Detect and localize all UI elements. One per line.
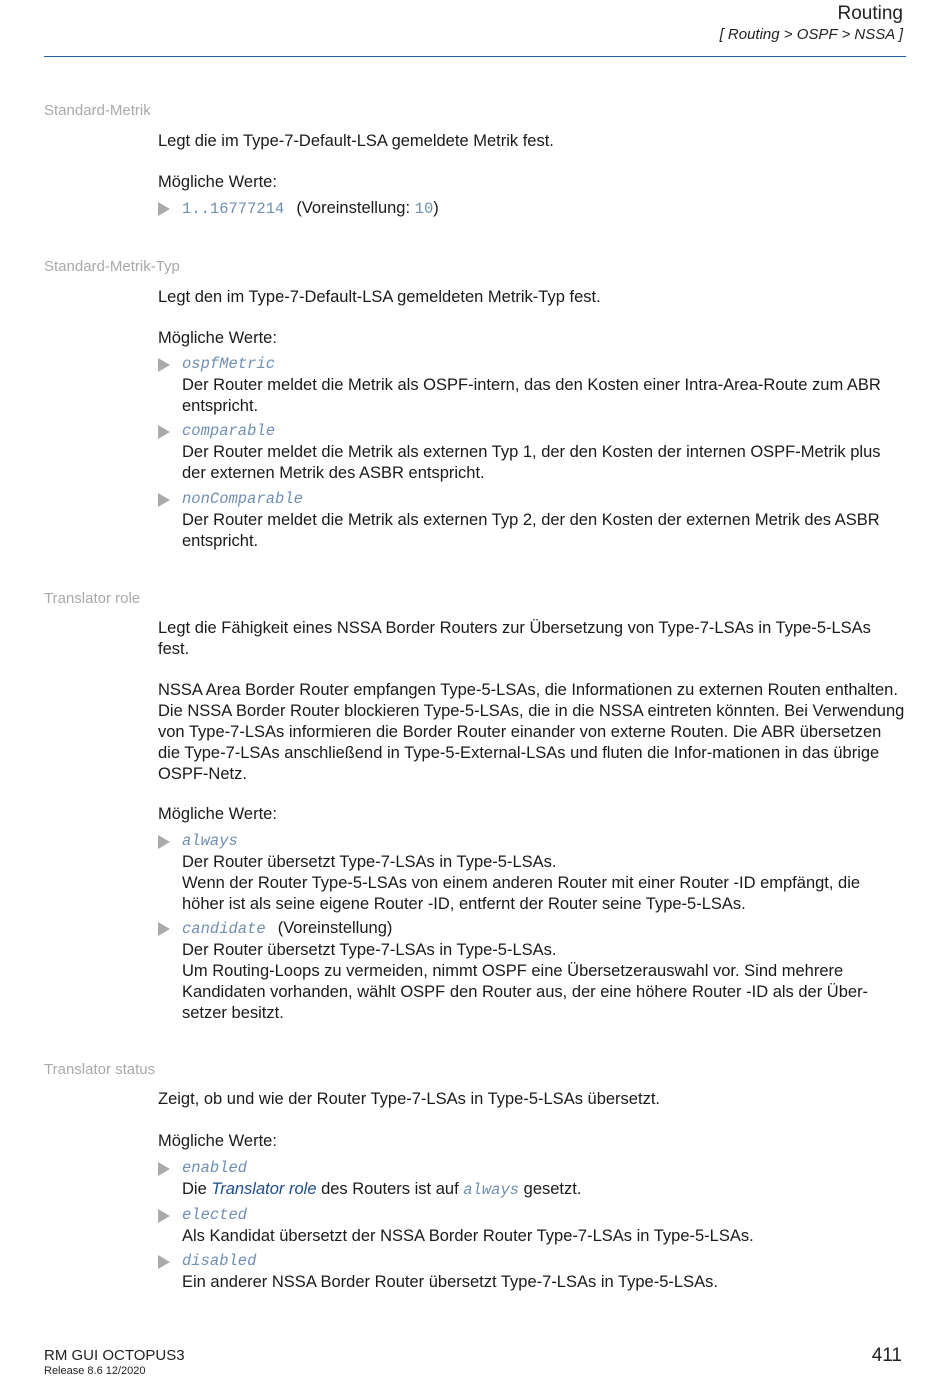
value-description — [182, 1179, 906, 1201]
breadcrumb: [ Routing > OSPF > NSSA ] — [719, 26, 903, 43]
value-item — [158, 354, 906, 417]
bullet-triangle-icon — [158, 425, 170, 439]
value-item — [158, 421, 906, 484]
value-item — [158, 918, 906, 1024]
value-description-detail: Wenn der Router Type-5-LSAs von einem anderen Router mit einer Router -ID empfängt, die höher ist als seine eigene Router -ID, entfernt der Router seine Type-5-LSAs. — [182, 874, 861, 913]
value-item — [158, 198, 906, 220]
param-description-detail: NSSA Area Border Router empfangen Type-5-LSAs, die Informationen zu externen Routen enthalten. Die NSSA Border Router blockieren Type-5-LSAs, die in die NSSA eintreten könnten. Bei Verwendung von Type-7-LSAs informieren die Border Router einander von externe Routen. Die ABR übersetzen die Type-7-LSAs anschließend in Type-5-External-LSAs und fluten die Infor-mationen in das übrige OSPF-Netz. — [158, 681, 905, 783]
possible-values-heading: Mögliche Werte: — [158, 329, 277, 347]
page-header-title: Routing — [837, 3, 903, 24]
value-name: ospfMetric — [182, 355, 276, 373]
value-item — [158, 831, 906, 915]
bullet-triangle-icon — [158, 835, 170, 849]
value-description: Der Router meldet die Metrik als externen Typ 1, der den Kosten der internen OSPF-Metrik plus der externen Metrik des ASBR entspricht. — [182, 443, 881, 482]
default-value: 10 — [414, 200, 434, 218]
header-divider — [44, 56, 906, 57]
bullet-triangle-icon — [158, 202, 170, 216]
value-item — [158, 1205, 906, 1247]
translator-role-link[interactable]: Translator role — [211, 1180, 317, 1198]
bullet-triangle-icon — [158, 358, 170, 372]
value-description: Der Router übersetzt Type-7-LSAs in Type-5-LSAs. — [182, 853, 557, 871]
value-description: Der Router meldet die Metrik als externen Typ 2, der den Kosten der externen Metrik des ASBR entspricht. — [182, 511, 880, 550]
value-item — [158, 489, 906, 552]
value-name: candidate — [182, 920, 266, 938]
description-text: Die — [182, 1180, 212, 1198]
param-label-translator-status: Translator status — [44, 1061, 156, 1078]
value-description: Der Router übersetzt Type-7-LSAs in Type-5-LSAs. — [182, 941, 557, 959]
value-name: nonComparable — [182, 490, 303, 508]
value-description: Der Router meldet die Metrik als OSPF-intern, das den Kosten einer Intra-Area-Route zum ABR entspricht. — [182, 376, 881, 415]
possible-values-heading: Mögliche Werte: — [158, 173, 277, 191]
bullet-triangle-icon — [158, 1255, 170, 1269]
description-text: des Routers ist auf — [316, 1180, 464, 1198]
param-label-translator-role: Translator role — [44, 590, 141, 607]
value-name: always — [182, 832, 238, 850]
value-description: Ein anderer NSSA Border Router übersetzt Type-7-LSAs in Type-5-LSAs. — [182, 1273, 718, 1291]
possible-values-heading: Mögliche Werte: — [158, 1132, 277, 1150]
bullet-triangle-icon — [158, 1162, 170, 1176]
value-name: elected — [182, 1206, 248, 1224]
page-number: 411 — [871, 1345, 902, 1366]
footer-document-name: RM GUI OCTOPUS3 — [44, 1347, 185, 1364]
value-name: enabled — [182, 1159, 248, 1177]
default-suffix: ) — [433, 199, 439, 217]
value-item — [158, 1158, 906, 1201]
bullet-triangle-icon — [158, 922, 170, 936]
bullet-triangle-icon — [158, 493, 170, 507]
param-description: Zeigt, ob und wie der Router Type-7-LSAs in Type-5-LSAs übersetzt. — [158, 1090, 660, 1108]
inline-code: always — [463, 1181, 520, 1199]
default-prefix: (Voreinstellung: — [296, 199, 415, 217]
description-text: gesetzt. — [519, 1180, 582, 1198]
param-label-standard-metric: Standard-Metrik — [44, 102, 151, 119]
possible-values-heading: Mögliche Werte: — [158, 805, 277, 823]
footer-release: Release 8.6 12/2020 — [44, 1365, 146, 1377]
value-item — [158, 1251, 906, 1293]
value-name: comparable — [182, 422, 276, 440]
default-note: (Voreinstellung) — [277, 919, 393, 937]
value-description-detail: Um Routing-Loops zu vermeiden, nimmt OSPF eine Übersetzerauswahl vor. Sind mehrere Kandidaten vorhanden, wählt OSPF den Router aus, der eine höhere Router -ID als der Über-setzer besitzt. — [182, 962, 869, 1022]
param-description: Legt die im Type-7-Default-LSA gemeldete Metrik fest. — [158, 132, 554, 150]
param-description: Legt den im Type-7-Default-LSA gemeldeten Metrik-Typ fest. — [158, 288, 601, 306]
param-description: Legt die Fähigkeit eines NSSA Border Routers zur Übersetzung von Type-7-LSAs in Type-5-LSAs fest. — [158, 619, 871, 658]
param-label-standard-metric-type: Standard-Metrik-Typ — [44, 258, 180, 275]
bullet-triangle-icon — [158, 1209, 170, 1223]
value-name: disabled — [182, 1252, 257, 1270]
value-range: 1..16777214 — [182, 200, 285, 218]
value-description: Als Kandidat übersetzt der NSSA Border Router Type-7-LSAs in Type-5-LSAs. — [182, 1227, 754, 1245]
